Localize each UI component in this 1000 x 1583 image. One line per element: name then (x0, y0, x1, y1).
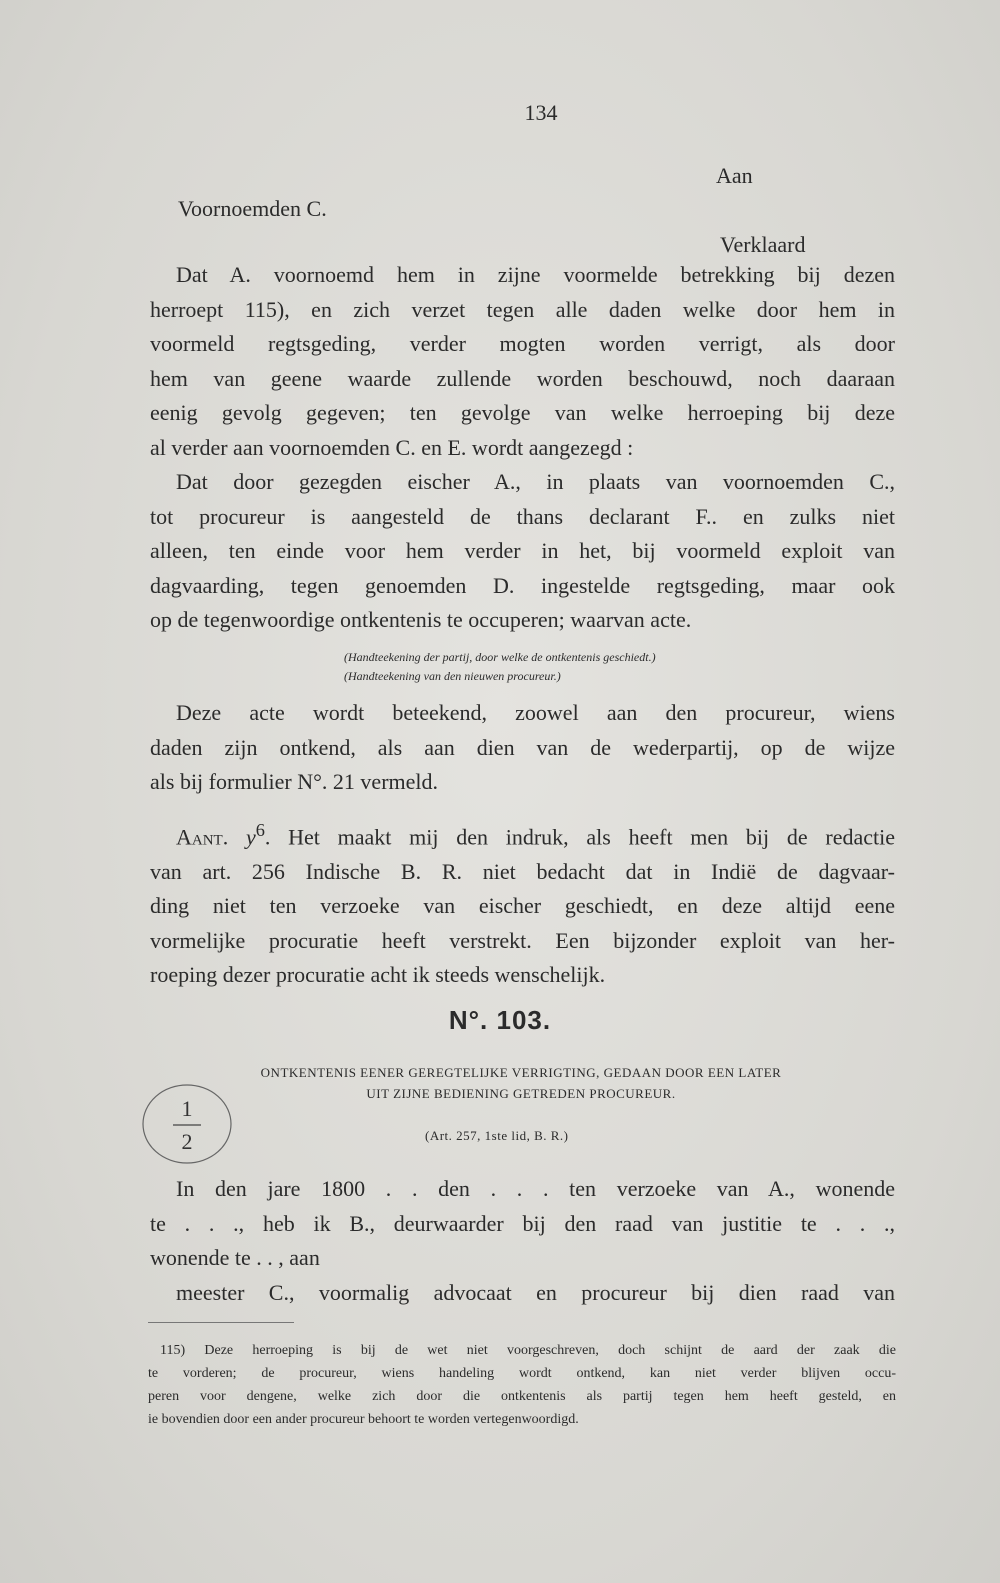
form-title-line: UIT ZIJNE BEDIENING GETREDEN PROCUREUR. (366, 1086, 676, 1101)
text-line: voormeld regtsgeding, verder mogten worden verrigt, als door (150, 331, 895, 356)
text-line: als bij formulier N°. 21 vermeld. (150, 769, 439, 794)
text-line: dagvaarding, tegen genoemden D. ingestelde regtsgeding, maar ook (150, 572, 895, 598)
footnote-line: te vorderen; de procureur, wiens handeling wordt ontkend, kan niet verder blijven occu- (148, 1366, 896, 1381)
signature-new-procureur: (Handteekening van den nieuwen procureur.) (344, 669, 561, 683)
paragraph-annotation (150, 813, 895, 993)
text-line: tot procureur is aangesteld de thans declarant F.. en zulks niet (150, 503, 895, 529)
annotation-superscript: 6 (255, 820, 265, 840)
annotation-label: Aant. (176, 824, 229, 850)
footnote-line: peren voor dengene, welke zich door die ontkentenis als partij tegen hem heeft gesteld, en (148, 1389, 896, 1404)
text-line: Dat door gezegden eischer A., in plaats van voornoemden C., (176, 469, 895, 494)
signature-party: (Handteekening der partij, door welke de ontkentenis geschiedt.) (344, 650, 656, 664)
seal-denominator: 2 (181, 1129, 193, 1154)
stamp-seal-icon (137, 1080, 237, 1168)
paragraph-declaration (150, 258, 895, 465)
text-line: vormelijke procuratie heeft verstrekt. Een bijzonder exploit van her- (150, 927, 895, 953)
seal-numerator: 1 (181, 1096, 193, 1121)
footnote-line: 115) Deze herroeping is bij de wet niet voorgeschreven, doch schijnt de aard der zaak die (160, 1343, 896, 1358)
form-number: N°. 103. (448, 1005, 552, 1035)
annotation-first-line (150, 813, 895, 855)
text-line: roeping dezer procuratie acht ik steeds wenschelijk. (150, 962, 606, 988)
annotation-text: . Het maakt mij den indruk, als heeft men bij de redactie (264, 824, 895, 850)
text-line: al verder aan voornoemden C. en E. wordt aangezegd : (150, 434, 634, 460)
text-line: van art. 256 Indische B. R. niet bedacht dat in Indië de dagvaar- (150, 858, 895, 884)
text-line: hem van geene waarde zullende worden beschouwd, noch daaraan (150, 365, 895, 391)
text-line: op de tegenwoordige ontkentenis te occuperen; waarvan acte. (150, 607, 692, 632)
form-title (148, 1062, 894, 1104)
addressee: Voornoemden C. (178, 196, 327, 221)
text-line: Deze acte wordt beteekend, zoowel aan den procureur, wiens (176, 700, 895, 725)
paragraph-service (150, 696, 895, 800)
salutation-aan: Aan (716, 163, 753, 188)
form-title-line: ONTKENTENIS EENER GEREGTELIJKE VERRIGTING, GEDAAN DOOR EEN LATER (260, 1065, 782, 1080)
footnote-line: ie bovendien door een ander procureur behoort te worden vertegenwoordigd. (148, 1412, 579, 1427)
text-line: te . . ., heb ik B., deurwaarder bij den raad van justitie te . . ., (150, 1210, 895, 1236)
text-line: In den jare 1800 . . den . . . ten verzoeke van A., wonende (176, 1176, 895, 1201)
footnote (148, 1339, 896, 1431)
verklaard-heading: Verklaard (720, 232, 806, 257)
footnote-divider (148, 1322, 294, 1323)
text-line: wonende te . . , aan (150, 1245, 320, 1270)
text-line: daden zijn ontkend, als aan dien van de wederpartij, op de wijze (150, 734, 895, 760)
text-line: meester C., voormalig advocaat en procureur bij dien raad van (176, 1279, 895, 1305)
article-reference: (Art. 257, 1ste lid, B. R.) (425, 1128, 569, 1143)
text-line: Dat A. voornoemd hem in zijne voormelde betrekking bij dezen (176, 262, 895, 287)
annotation-symbol: y (245, 824, 256, 850)
text-line: eenig gevolg gegeven; ten gevolge van welke herroeping bij deze (150, 400, 895, 425)
text-line: ding niet ten verzoeke van eischer geschiedt, en deze altijd eene (150, 893, 895, 919)
paragraph-form-body (150, 1172, 895, 1310)
paragraph-notification (150, 465, 895, 638)
signature-notes (344, 648, 656, 686)
text-line: alleen, ten einde voor hem verder in het, bij voormeld exploit van (150, 538, 895, 563)
page-number: 134 (524, 100, 558, 125)
text-line: herroept 115), en zich verzet tegen alle daden welke door hem in (150, 296, 895, 322)
